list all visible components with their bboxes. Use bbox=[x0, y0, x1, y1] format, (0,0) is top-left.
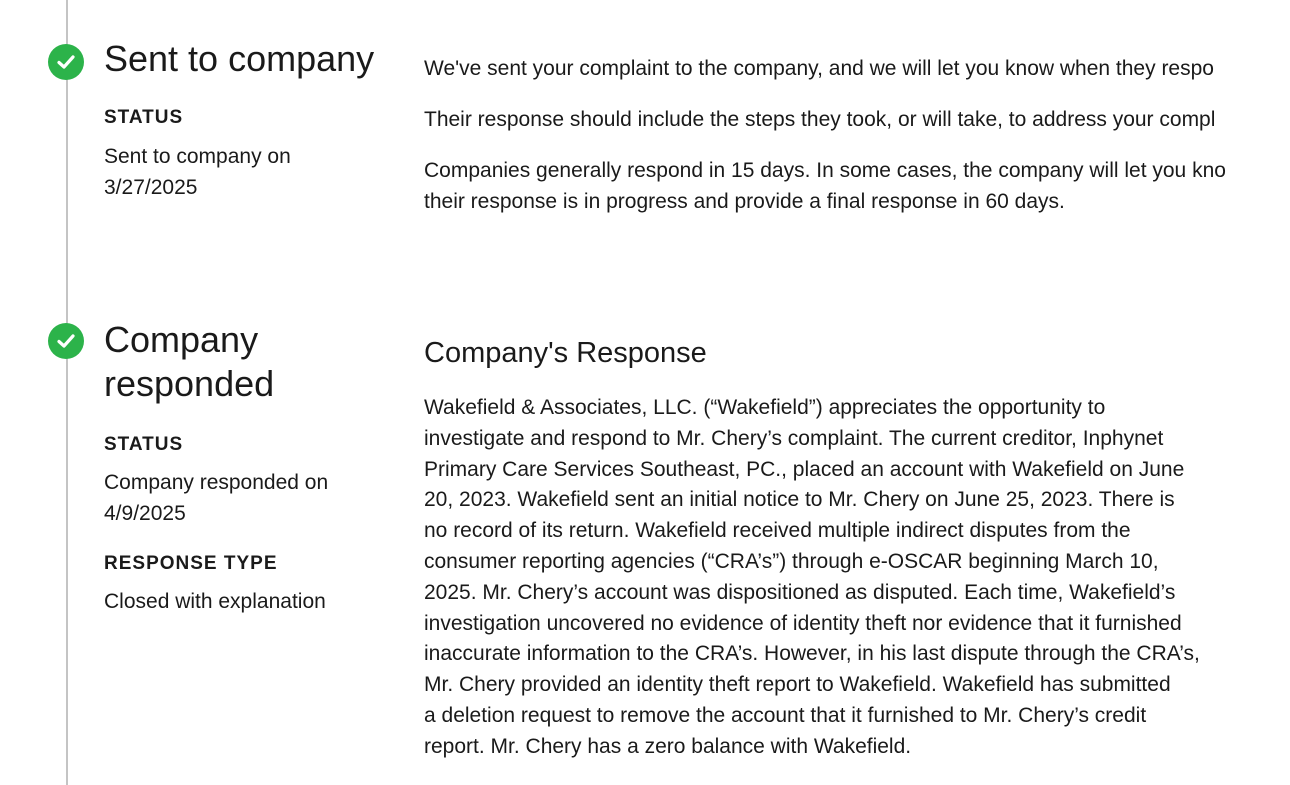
step-title-sent: Sent to company bbox=[104, 38, 375, 79]
status-value-line: Sent to company on bbox=[104, 145, 291, 168]
response-line: Primary Care Services Southeast, PC., placed an account with Wakefield on June bbox=[424, 457, 1185, 481]
response-line: Mr. Chery provided an identity theft report to Wakefield. Wakefield has submitted bbox=[424, 673, 1171, 697]
status-value-date: 3/27/2025 bbox=[104, 176, 198, 199]
sent-info bbox=[424, 53, 1290, 84]
check-circle-icon bbox=[48, 44, 84, 80]
response-line: a deletion request to remove the account that it furnished to Mr. Chery’s credit bbox=[424, 703, 1147, 727]
step-title-line-2: responded bbox=[104, 363, 275, 404]
step-title-line-1: Company bbox=[104, 319, 259, 360]
response-line: investigation uncovered no evidence of identity theft nor evidence that it furnished bbox=[424, 611, 1182, 635]
company-response-body bbox=[424, 393, 1290, 763]
response-line: inaccurate information to the CRA’s. However, in his last dispute through the CRA’s, bbox=[424, 642, 1200, 666]
response-line: investigate and respond to Mr. Chery’s complaint. The current creditor, Inphynet bbox=[424, 426, 1164, 450]
response-line: Wakefield & Associates, LLC. (“Wakefield”) appreciates the opportunity to bbox=[424, 396, 1106, 419]
status-value bbox=[104, 467, 328, 529]
step-title-responded bbox=[104, 318, 394, 406]
response-line: 20, 2023. Wakefield sent an initial notice to Mr. Chery on June 25, 2023. There is bbox=[424, 488, 1175, 512]
status-label: STATUS bbox=[104, 107, 184, 128]
response-line: consumer reporting agencies (“CRA’s”) through e-OSCAR beginning March 10, bbox=[424, 549, 1159, 573]
status-label: STATUS bbox=[104, 434, 184, 455]
company-response-heading: Company's Response bbox=[424, 337, 707, 369]
response-line: 2025. Mr. Chery’s account was dispositioned as disputed. Each time, Wakefield’s bbox=[424, 580, 1176, 604]
sent-info-para-1: We've sent your complaint to the company, and we will let you know when they respo bbox=[424, 57, 1214, 80]
status-value bbox=[104, 141, 291, 203]
status-value-line: Company responded on bbox=[104, 471, 329, 494]
sent-info-2 bbox=[424, 104, 1290, 135]
sent-info-para-2: Their response should include the steps they took, or will take, to address your compl bbox=[424, 108, 1216, 131]
timeline-line bbox=[66, 0, 68, 785]
sent-info-3 bbox=[424, 155, 1290, 217]
response-type-label: RESPONSE TYPE bbox=[104, 553, 278, 574]
response-line: no record of its return. Wakefield received multiple indirect disputes from the bbox=[424, 519, 1131, 543]
response-type-value: Closed with explanation bbox=[104, 590, 326, 613]
status-value-date: 4/9/2025 bbox=[104, 502, 186, 525]
response-line: report. Mr. Chery has a zero balance with Wakefield. bbox=[424, 734, 912, 758]
sent-info-para-3-line-1: Companies generally respond in 15 days. In some cases, the company will let you kno bbox=[424, 159, 1226, 182]
sent-info-para-3-line-2: their response is in progress and provide a final response in 60 days. bbox=[424, 190, 1065, 213]
check-circle-icon bbox=[48, 323, 84, 359]
